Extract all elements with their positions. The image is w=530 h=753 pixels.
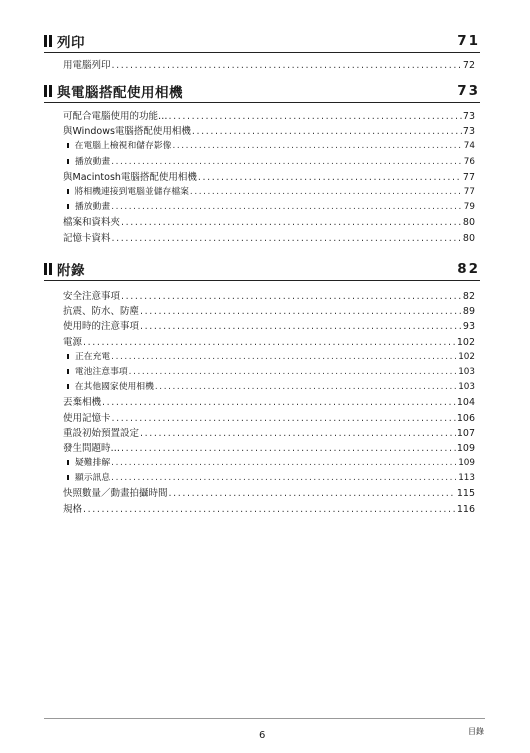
dot-leader xyxy=(112,233,462,244)
toc-subentry[interactable] xyxy=(63,184,475,199)
section-title: 附錄 xyxy=(57,263,85,279)
toc-subentry[interactable] xyxy=(63,470,475,485)
section-header-computer xyxy=(44,80,480,103)
toc-entry-page: 93 xyxy=(462,321,475,333)
square-bullet-icon xyxy=(67,189,69,194)
toc-entry-label: 在其他國家使用相機 xyxy=(74,382,154,393)
toc-entry[interactable] xyxy=(63,440,475,455)
toc-entry-page: 103 xyxy=(458,366,475,377)
dot-leader xyxy=(140,321,462,332)
toc-entry[interactable] xyxy=(63,501,475,516)
section-header-appendix xyxy=(44,258,480,281)
square-bullet-icon xyxy=(67,369,69,374)
toc-entry-page: 102 xyxy=(458,351,475,362)
toc-list-computer xyxy=(63,108,475,245)
toc-list-print xyxy=(63,57,475,72)
dot-leader xyxy=(83,337,456,348)
toc-entry-page: 109 xyxy=(456,442,475,454)
toc-entry[interactable] xyxy=(63,318,475,333)
toc-entry[interactable] xyxy=(63,169,475,184)
toc-entry[interactable] xyxy=(63,214,475,229)
footer-page-number: 6 xyxy=(259,730,266,741)
dot-leader xyxy=(112,413,456,424)
toc-entry-page: 80 xyxy=(462,232,475,244)
toc-entry-page: 72 xyxy=(462,60,475,71)
toc-entry-label: 發生問題時… xyxy=(63,442,121,454)
toc-entry-label: 使用時的注意事項 xyxy=(63,321,140,333)
toc-entry[interactable] xyxy=(63,334,475,349)
toc-entry-label: 規格 xyxy=(63,503,83,515)
toc-subentry[interactable] xyxy=(63,154,475,169)
dot-leader xyxy=(111,352,457,362)
toc-entry-label: 檔案和資料夾 xyxy=(63,217,121,229)
toc-entry-page: 73 xyxy=(462,126,475,138)
toc-entry-page: 77 xyxy=(463,186,475,197)
toc-entry[interactable] xyxy=(63,425,475,440)
toc-entry[interactable] xyxy=(63,288,475,303)
toc-entry-label: 可配合電腦使用的功能… xyxy=(63,111,168,122)
toc-subentry[interactable] xyxy=(63,379,475,394)
toc-entry-page: 89 xyxy=(462,306,475,318)
dot-leader xyxy=(111,458,457,468)
dot-leader xyxy=(102,397,456,408)
toc-entry-label: 使用記憶卡 xyxy=(63,412,111,424)
footer-label: 目錄 xyxy=(468,727,484,736)
toc-subentry[interactable] xyxy=(63,138,475,153)
toc-entry-label: 播放動畫 xyxy=(75,156,111,167)
toc-entry-page: 103 xyxy=(458,382,475,393)
section-bars-icon xyxy=(44,263,52,275)
dot-leader xyxy=(111,473,457,483)
toc-entry-page: 79 xyxy=(463,202,475,213)
toc-entry-page: 109 xyxy=(458,458,475,469)
toc-entry-label: 用電腦列印 xyxy=(63,60,111,71)
dot-leader xyxy=(121,291,462,302)
toc-subentry[interactable] xyxy=(63,364,475,379)
square-bullet-icon xyxy=(67,460,69,465)
toc-entry-page: 107 xyxy=(456,427,475,439)
dot-leader xyxy=(121,443,456,454)
toc-entry[interactable] xyxy=(63,410,475,425)
square-bullet-icon xyxy=(67,159,69,164)
toc-entry-page: 80 xyxy=(462,217,475,229)
toc-entry[interactable] xyxy=(63,394,475,409)
toc-entry-page: 102 xyxy=(456,336,475,348)
dot-leader xyxy=(172,141,462,151)
dot-leader xyxy=(111,157,463,167)
toc-entry[interactable] xyxy=(63,485,475,500)
toc-list-appendix xyxy=(63,288,475,516)
dot-leader xyxy=(169,111,462,122)
toc-entry-label: 與Windows電腦搭配使用相機 xyxy=(63,126,191,138)
toc-entry[interactable] xyxy=(63,303,475,318)
toc-subentry[interactable] xyxy=(63,349,475,364)
dot-leader xyxy=(169,488,456,499)
toc-entry-label: 丟棄相機 xyxy=(63,397,102,409)
toc-entry-label: 安全注意事項 xyxy=(63,291,121,302)
toc-entry-page: 115 xyxy=(456,488,475,500)
toc-entry-page: 73 xyxy=(462,111,475,122)
dot-leader xyxy=(121,217,462,228)
toc-entry-label: 快照數量／動畫拍攝時間 xyxy=(63,488,168,500)
dot-leader xyxy=(198,172,462,183)
toc-entry-label: 播放動畫 xyxy=(75,202,111,213)
toc-entry-label: 將相機連接到電腦並儲存檔案 xyxy=(74,186,189,197)
dot-leader xyxy=(129,367,458,377)
square-bullet-icon xyxy=(67,384,69,389)
toc-entry-label: 電源 xyxy=(63,336,83,348)
toc-entry-label: 抗震、防水、防塵 xyxy=(63,306,140,318)
toc-entry-label: 記憶卡資料 xyxy=(63,232,111,244)
toc-entry-label: 疑難排解 xyxy=(74,458,111,469)
dot-leader xyxy=(83,504,456,515)
toc-entry[interactable] xyxy=(63,123,475,138)
section-title: 與電腦搭配使用相機 xyxy=(57,85,183,101)
dot-leader xyxy=(111,202,463,212)
square-bullet-icon xyxy=(67,354,69,359)
toc-entry-label: 與Macintosh電腦搭配使用相機 xyxy=(63,171,197,183)
section-header-print xyxy=(44,30,480,53)
section-page-number: 71 xyxy=(457,33,480,49)
toc-entry-label: 電池注意事項 xyxy=(74,366,128,377)
square-bullet-icon xyxy=(67,143,69,148)
toc-entry-page: 104 xyxy=(456,397,475,409)
dot-leader xyxy=(192,126,462,137)
square-bullet-icon xyxy=(67,475,69,480)
toc-entry-page: 113 xyxy=(458,473,475,484)
toc-entry[interactable] xyxy=(63,230,475,245)
toc-entry[interactable] xyxy=(63,108,475,123)
toc-subentry[interactable] xyxy=(63,199,475,214)
toc-entry-label: 正在充電 xyxy=(74,351,111,362)
dot-leader xyxy=(155,382,457,392)
section-bars-icon xyxy=(44,35,52,47)
section-title: 列印 xyxy=(57,35,85,51)
square-bullet-icon xyxy=(67,204,69,209)
toc-subentry[interactable] xyxy=(63,455,475,470)
toc-entry-page: 116 xyxy=(456,503,475,515)
section-page-number: 82 xyxy=(457,261,480,277)
toc-entry-page: 106 xyxy=(456,412,475,424)
footer-divider xyxy=(44,718,485,719)
toc-entry-label: 重設初始預置設定 xyxy=(63,427,140,439)
toc-entry-page: 77 xyxy=(462,171,475,183)
dot-leader xyxy=(112,60,462,71)
section-page-number: 73 xyxy=(457,83,480,99)
section-bars-icon xyxy=(44,85,52,97)
toc-entry-label: 在電腦上檢視和儲存影像 xyxy=(74,141,172,152)
toc-entry-page: 74 xyxy=(463,141,475,152)
toc-entry-label: 顯示訊息 xyxy=(74,473,111,484)
dot-leader xyxy=(190,187,463,197)
toc-entry-page: 76 xyxy=(463,156,475,167)
toc-entry[interactable] xyxy=(63,57,475,72)
dot-leader xyxy=(140,306,462,317)
toc-entry-page: 82 xyxy=(462,291,475,302)
dot-leader xyxy=(140,428,456,439)
